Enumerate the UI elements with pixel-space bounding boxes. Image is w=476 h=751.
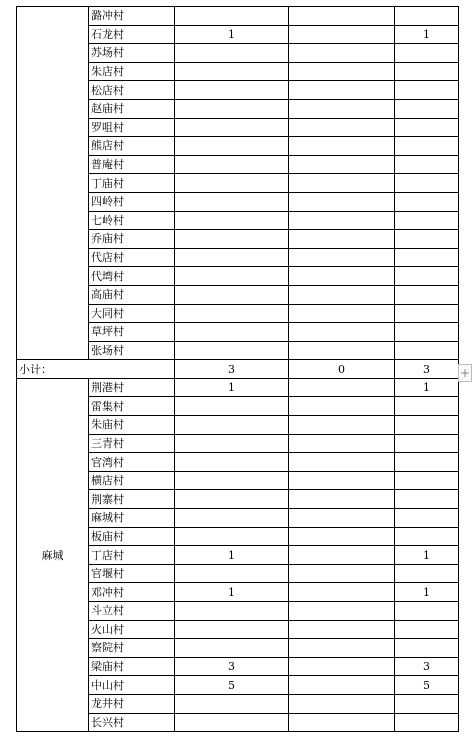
village-name-cell: 熊店村 xyxy=(89,137,175,156)
count-b-cell xyxy=(289,620,395,639)
count-a-cell xyxy=(175,509,289,528)
table-body xyxy=(17,7,459,732)
village-name-cell: 斗立村 xyxy=(89,602,175,621)
count-b-cell xyxy=(289,99,395,118)
count-total-cell xyxy=(395,471,459,490)
village-name-cell: 官湾村 xyxy=(89,453,175,472)
count-a-cell xyxy=(175,527,289,546)
count-b-cell xyxy=(289,341,395,360)
count-a-cell xyxy=(175,694,289,713)
count-a-cell xyxy=(175,397,289,416)
count-b-cell xyxy=(289,285,395,304)
count-total-cell xyxy=(395,118,459,137)
count-total-cell xyxy=(395,211,459,230)
count-a-cell: 1 xyxy=(175,546,289,565)
count-a-cell xyxy=(175,99,289,118)
count-b-cell xyxy=(289,583,395,602)
count-total-cell: 1 xyxy=(395,546,459,565)
count-b-cell xyxy=(289,267,395,286)
count-total-cell: 3 xyxy=(395,657,459,676)
subtotal-label: 小计： xyxy=(17,360,175,379)
count-b-cell xyxy=(289,490,395,509)
count-a-cell xyxy=(175,304,289,323)
village-name-cell: 朱店村 xyxy=(89,62,175,81)
village-name-cell: 丁店村 xyxy=(89,546,175,565)
village-name-cell: 官堰村 xyxy=(89,564,175,583)
village-name-cell: 草坪村 xyxy=(89,323,175,342)
subtotal-count-a: 3 xyxy=(175,360,289,379)
count-a-cell: 1 xyxy=(175,25,289,44)
count-b-cell xyxy=(289,527,395,546)
count-a-cell xyxy=(175,174,289,193)
count-total-cell xyxy=(395,434,459,453)
count-a-cell xyxy=(175,490,289,509)
count-total-cell xyxy=(395,490,459,509)
count-a-cell: 5 xyxy=(175,676,289,695)
count-total-cell xyxy=(395,7,459,26)
township-name-cell: 麻城 xyxy=(17,378,89,731)
table-row xyxy=(17,7,459,26)
count-b-cell xyxy=(289,434,395,453)
village-name-cell: 梁庙村 xyxy=(89,657,175,676)
count-b-cell xyxy=(289,509,395,528)
count-a-cell xyxy=(175,62,289,81)
count-a-cell xyxy=(175,602,289,621)
village-name-cell: 潞冲村 xyxy=(89,7,175,26)
count-a-cell xyxy=(175,341,289,360)
village-name-cell: 中山村 xyxy=(89,676,175,695)
count-b-cell xyxy=(289,248,395,267)
count-total-cell xyxy=(395,564,459,583)
count-a-cell xyxy=(175,713,289,732)
count-total-cell xyxy=(395,323,459,342)
village-name-cell: 大同村 xyxy=(89,304,175,323)
count-b-cell xyxy=(289,7,395,26)
village-name-cell: 朱庙村 xyxy=(89,416,175,435)
count-a-cell xyxy=(175,267,289,286)
count-total-cell xyxy=(395,694,459,713)
count-b-cell xyxy=(289,155,395,174)
count-a-cell xyxy=(175,248,289,267)
count-total-cell xyxy=(395,527,459,546)
count-total-cell: 5 xyxy=(395,676,459,695)
village-name-cell: 荆港村 xyxy=(89,378,175,397)
count-b-cell xyxy=(289,192,395,211)
count-total-cell xyxy=(395,44,459,63)
count-b-cell xyxy=(289,713,395,732)
count-b-cell xyxy=(289,657,395,676)
table-row xyxy=(17,378,459,397)
count-a-cell xyxy=(175,230,289,249)
subtotal-count-total: 3 xyxy=(395,360,459,379)
count-b-cell xyxy=(289,602,395,621)
count-a-cell xyxy=(175,620,289,639)
count-b-cell xyxy=(289,174,395,193)
count-total-cell xyxy=(395,81,459,100)
count-a-cell xyxy=(175,155,289,174)
count-total-cell xyxy=(395,453,459,472)
count-total-cell xyxy=(395,267,459,286)
village-name-cell: 荆寨村 xyxy=(89,490,175,509)
village-name-cell: 长兴村 xyxy=(89,713,175,732)
count-b-cell xyxy=(289,118,395,137)
count-b-cell xyxy=(289,62,395,81)
village-name-cell: 乔庙村 xyxy=(89,230,175,249)
count-b-cell xyxy=(289,564,395,583)
count-a-cell xyxy=(175,323,289,342)
count-a-cell xyxy=(175,192,289,211)
count-a-cell: 3 xyxy=(175,657,289,676)
village-name-cell: 代店村 xyxy=(89,248,175,267)
count-total-cell xyxy=(395,416,459,435)
count-b-cell xyxy=(289,471,395,490)
village-name-cell: 三青村 xyxy=(89,434,175,453)
count-b-cell xyxy=(289,25,395,44)
count-total-cell xyxy=(395,99,459,118)
count-a-cell: 1 xyxy=(175,378,289,397)
count-b-cell xyxy=(289,416,395,435)
count-a-cell xyxy=(175,44,289,63)
count-b-cell xyxy=(289,694,395,713)
subtotal-count-b: 0 xyxy=(289,360,395,379)
count-b-cell xyxy=(289,304,395,323)
village-name-cell: 龙井村 xyxy=(89,694,175,713)
village-name-cell: 横店村 xyxy=(89,471,175,490)
count-total-cell xyxy=(395,62,459,81)
count-a-cell xyxy=(175,471,289,490)
count-total-cell xyxy=(395,192,459,211)
village-name-cell: 丁庙村 xyxy=(89,174,175,193)
count-total-cell xyxy=(395,174,459,193)
count-b-cell xyxy=(289,453,395,472)
village-name-cell: 高庙村 xyxy=(89,285,175,304)
village-name-cell: 普庵村 xyxy=(89,155,175,174)
village-name-cell: 石龙村 xyxy=(89,25,175,44)
count-total-cell: 1 xyxy=(395,25,459,44)
count-total-cell xyxy=(395,304,459,323)
count-a-cell xyxy=(175,118,289,137)
count-b-cell xyxy=(289,211,395,230)
count-b-cell xyxy=(289,378,395,397)
village-name-cell: 四岭村 xyxy=(89,192,175,211)
count-b-cell xyxy=(289,81,395,100)
count-a-cell xyxy=(175,564,289,583)
count-a-cell xyxy=(175,81,289,100)
count-a-cell xyxy=(175,639,289,658)
count-b-cell xyxy=(289,44,395,63)
count-b-cell xyxy=(289,397,395,416)
count-b-cell xyxy=(289,639,395,658)
village-name-cell: 赵庙村 xyxy=(89,99,175,118)
count-a-cell xyxy=(175,211,289,230)
count-total-cell xyxy=(395,639,459,658)
count-a-cell xyxy=(175,137,289,156)
count-total-cell xyxy=(395,155,459,174)
count-total-cell xyxy=(395,230,459,249)
count-a-cell xyxy=(175,453,289,472)
count-total-cell xyxy=(395,397,459,416)
count-total-cell xyxy=(395,713,459,732)
count-total-cell xyxy=(395,509,459,528)
count-total-cell: 1 xyxy=(395,583,459,602)
add-row-handle-icon[interactable]: + xyxy=(459,366,471,380)
village-name-cell: 苏场村 xyxy=(89,44,175,63)
village-name-cell: 代塆村 xyxy=(89,267,175,286)
count-a-cell xyxy=(175,7,289,26)
count-total-cell xyxy=(395,248,459,267)
count-b-cell xyxy=(289,230,395,249)
village-name-cell: 邓冲村 xyxy=(89,583,175,602)
count-a-cell xyxy=(175,416,289,435)
count-b-cell xyxy=(289,546,395,565)
village-name-cell: 察院村 xyxy=(89,639,175,658)
count-a-cell xyxy=(175,434,289,453)
village-name-cell: 火山村 xyxy=(89,620,175,639)
count-b-cell xyxy=(289,323,395,342)
count-total-cell xyxy=(395,137,459,156)
township-cell-continued xyxy=(17,7,89,360)
village-name-cell: 雷集村 xyxy=(89,397,175,416)
village-name-cell: 麻城村 xyxy=(89,509,175,528)
count-a-cell xyxy=(175,285,289,304)
count-total-cell xyxy=(395,285,459,304)
count-a-cell: 1 xyxy=(175,583,289,602)
village-name-cell: 罗咀村 xyxy=(89,118,175,137)
count-b-cell xyxy=(289,137,395,156)
count-total-cell: 1 xyxy=(395,378,459,397)
village-name-cell: 松店村 xyxy=(89,81,175,100)
count-total-cell xyxy=(395,620,459,639)
subtotal-row xyxy=(17,360,459,379)
village-name-cell: 张场村 xyxy=(89,341,175,360)
count-total-cell xyxy=(395,341,459,360)
village-statistics-table xyxy=(16,6,459,732)
village-name-cell: 七岭村 xyxy=(89,211,175,230)
village-name-cell: 板庙村 xyxy=(89,527,175,546)
count-b-cell xyxy=(289,676,395,695)
count-total-cell xyxy=(395,602,459,621)
